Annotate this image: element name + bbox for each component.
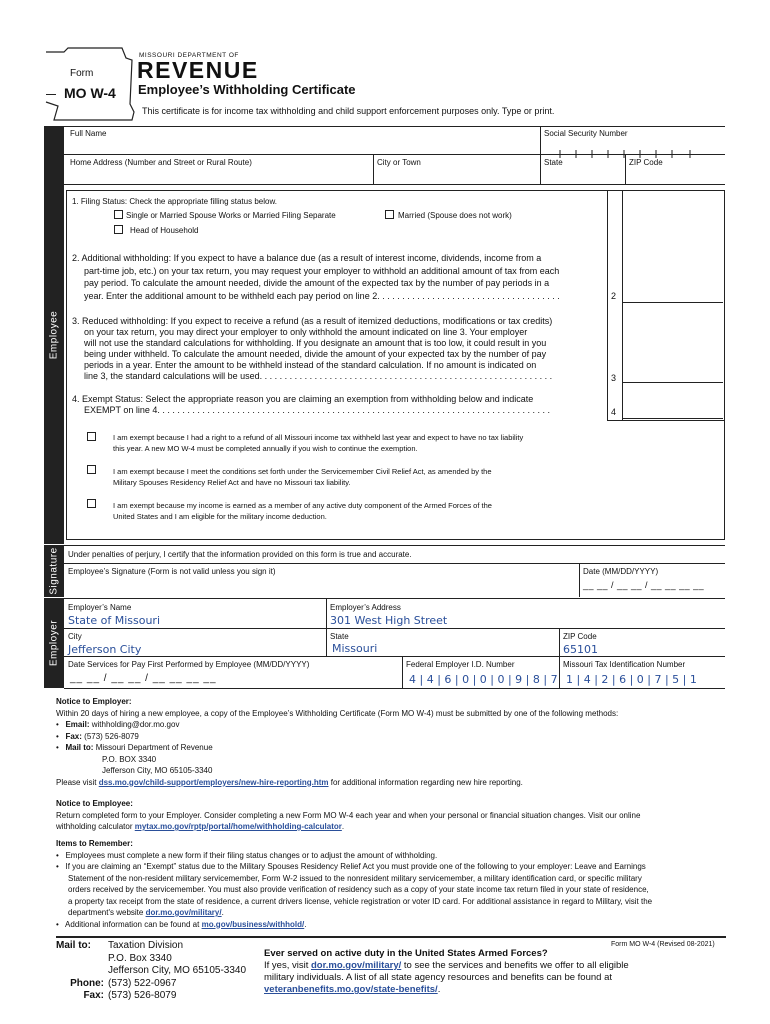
military-c-post: .	[437, 984, 441, 995]
signature-side-tab	[44, 545, 64, 597]
footer-phone-value: (573) 522-0967	[108, 977, 177, 989]
line3-row: will not use the standard calculations for withholding. If you designate an amount that is too low, it could result in you	[84, 338, 547, 348]
visit-pre: Please visit	[56, 777, 97, 787]
city-field[interactable]	[375, 168, 538, 182]
mail-label: Mail to:	[65, 743, 94, 752]
item-bullet: • If you are claiming an “Exempt” status due to the Military Spouses Residency Relief Act you must provide one of the following to your employer: Leave and Earnings	[56, 862, 646, 871]
exempt-row: I am exempt because I had a right to a refund of all Missouri income tax withheld last year and expect to have no tax liability	[113, 433, 524, 442]
filing-hoh-checkbox[interactable]	[114, 225, 123, 234]
employer-side-tab	[44, 598, 64, 688]
form-label: Form	[70, 68, 94, 79]
line3-row: being under withheld. To calculate the amount needed, divide the amount of your expected tax by the number of pay	[84, 349, 547, 359]
withhold-link[interactable]: mo.gov/business/withhold/	[201, 919, 305, 929]
signature-field[interactable]	[66, 578, 576, 594]
calculator-pre: withholding calculator	[56, 822, 133, 831]
item-bullet: • Employees must complete a new form if their filing status changes or to adjust the amount of withholding.	[56, 850, 438, 860]
items-heading: Items to Remember:	[56, 839, 133, 848]
page-subtitle: This certificate is for income tax withholding and child support enforcement purposes only. Type or print.	[142, 106, 555, 116]
date-services-label: Date Services for Pay First Performed by Employee (MM/DD/YYYY)	[68, 660, 310, 669]
line2-row: 2. Additional withholding: If you expect to have a balance due (as a result of interest income, dividends, income from a	[72, 253, 542, 263]
footer-mail-row	[56, 940, 246, 953]
employer-city-label: City	[68, 632, 82, 641]
line3-amount-field[interactable]	[623, 366, 723, 383]
divider	[540, 154, 541, 184]
agency-top: MISSOURI DEPARTMENT OF	[139, 52, 239, 59]
date-services-field[interactable]: __ __ / __ __ / __ __ __ __	[70, 673, 217, 684]
footer-mail-row: P.O. Box 3340	[108, 952, 172, 964]
exempt-row: this year. A new MO W-4 must be completed annually if you wish to continue the exemption.	[113, 444, 418, 453]
fax-value: (573) 526-8079	[84, 731, 139, 741]
exempt-scra-checkbox[interactable]	[87, 465, 96, 474]
employer-state-label: State	[330, 632, 349, 641]
item-cont: a property tax receipt from the state of residence, a current drivers license, vehicle registration or voter ID card. For additional assistance in regard to Military, visit the	[68, 896, 653, 906]
employer-name-label: Employer’s Name	[68, 603, 132, 612]
employee-side-label: Employee	[48, 310, 60, 360]
line3-number: 3	[611, 373, 617, 383]
footer-fax-value: (573) 526-8079	[108, 990, 177, 1001]
line1-title: 1. Filing Status: Check the appropriate filling status below.	[72, 197, 277, 206]
missouri-outline-icon	[44, 44, 136, 122]
divider	[559, 656, 560, 688]
military-a-post: to see the services and benefits we offer to all eligible	[403, 960, 629, 971]
divider	[607, 420, 725, 421]
item-text: If you are claiming an “Exempt” status due to the Military Spouses Residency Relief Act you must provide one of the following to your employer: Leave and Earnings	[65, 862, 646, 871]
city-label: City or Town	[377, 158, 421, 167]
visit-row	[56, 777, 726, 789]
fein-value[interactable]: 4 | 4 | 6 | 0 | 0 | 0 | 9 | 8 | 7	[409, 673, 558, 686]
divider	[64, 628, 725, 629]
military-post: .	[221, 908, 224, 917]
military-link[interactable]: dor.mo.gov/military/	[145, 908, 222, 917]
divider	[625, 154, 626, 184]
line3-row: line 3, the standard calculations will be used. . . . . . . . . . . . . . . . . . . . . . . . . . . . . . . . . . . . . . . . . . . . . . . . . . . . . . . . . . .	[84, 371, 553, 381]
zip-field[interactable]	[627, 168, 723, 182]
full-name-field[interactable]	[66, 139, 536, 153]
employer-zip-value[interactable]: 65101	[563, 643, 598, 656]
home-address-field[interactable]	[66, 168, 371, 182]
item-text: Employees must complete a new form if their filing status changes or to adjust the amount of withholding.	[65, 850, 438, 860]
footer-phone-label: Phone:	[70, 977, 104, 989]
perjury-statement: Under penalties of perjury, I certify that the information provided on this form is true and accurate.	[68, 550, 412, 559]
military-row	[264, 984, 724, 996]
footer-rule	[56, 936, 726, 938]
divider	[64, 563, 725, 564]
footer-military-link[interactable]: dor.mo.gov/military/	[310, 960, 402, 971]
footer-fax-row	[56, 990, 246, 1003]
withholding-calculator-link[interactable]: mytax.mo.gov/rptp/portal/home/withholding-calculator	[134, 822, 342, 831]
exempt-refund-checkbox[interactable]	[87, 432, 96, 441]
notice-employer	[56, 696, 726, 788]
military-row	[264, 960, 724, 972]
exempt-scra-text	[113, 466, 492, 488]
filing-married-label: Married (Spouse does not work)	[398, 211, 512, 220]
email-value: withholding@dor.mo.gov	[91, 720, 180, 729]
signature-label: Employee’s Signature (Form is not valid unless you sign it)	[68, 567, 276, 576]
veteran-benefits-link[interactable]: veteranbenefits.mo.gov/state-benefits/	[264, 984, 438, 995]
divider	[64, 545, 725, 546]
footer-mail	[56, 940, 246, 1003]
withhold-post: .	[304, 919, 307, 929]
line2-amount-field[interactable]	[623, 286, 723, 303]
exempt-row: Military Spouses Residency Relief Act and have no Missouri tax liability.	[113, 478, 351, 487]
ssn-ticks	[544, 148, 694, 158]
employer-side-label: Employer	[48, 619, 60, 667]
email-label: Email:	[65, 720, 90, 729]
military-heading: Ever served on active duty in the United States Armed Forces?	[264, 948, 548, 959]
state-field[interactable]	[542, 168, 623, 182]
zip-label: ZIP Code	[629, 158, 663, 167]
footer-mail-label: Mail to:	[56, 940, 91, 951]
calculator-post: .	[341, 822, 345, 831]
form-id-dash	[46, 94, 56, 95]
item-cont: orders received by the servicemember. You must also provide verification of residency such as a copy of your state income tax return filed in your state of residence,	[68, 885, 649, 894]
line2-number: 2	[611, 291, 617, 301]
calculator-row	[56, 821, 726, 833]
full-name-label: Full Name	[70, 129, 107, 138]
divider	[64, 688, 725, 689]
divider	[64, 656, 725, 657]
exempt-military-text	[113, 500, 492, 522]
employer-state-value[interactable]: Missouri	[332, 642, 378, 655]
form-id: MO W-4	[64, 85, 116, 101]
page-title: Employee’s Withholding Certificate	[138, 82, 356, 97]
mail-row-3: Jefferson City, MO 65105-3340	[102, 766, 213, 775]
exempt-refund-text	[113, 432, 523, 454]
item-cont	[56, 907, 726, 919]
signature-side-label: Signature	[48, 547, 60, 595]
filing-single-checkbox[interactable]	[114, 210, 123, 219]
item-text: Additional information can be found at	[65, 919, 200, 929]
line3-text	[72, 316, 608, 382]
line3-row: 3. Reduced withholding: If you expect to receive a refund (as a result of itemized deductions, modifications or tax credits)	[72, 316, 553, 326]
fax-label: Fax:	[65, 731, 82, 741]
divider	[64, 184, 725, 185]
line4-number: 4	[611, 407, 617, 417]
exempt-row: I am exempt because I meet the conditions set forth under the Servicemember Civil Relief Act, as amended by the	[113, 467, 492, 476]
footer-military	[264, 948, 724, 996]
line3-row: periods in a year. Enter the amount to be withheld instead of the standard calculation. If no amount is indicated on	[84, 360, 537, 370]
divider	[607, 190, 608, 420]
divider	[64, 598, 725, 599]
notice-employer-heading: Notice to Employer:	[56, 697, 132, 706]
footer-phone-row	[56, 978, 246, 991]
home-address-label: Home Address (Number and Street or Rural Route)	[70, 158, 252, 167]
employer-name-value[interactable]: State of Missouri	[68, 614, 161, 627]
line4-text	[72, 394, 608, 416]
employer-address-label: Employer’s Address	[330, 603, 401, 612]
fax-row: • Fax: (573) 526-8079	[56, 731, 139, 741]
email-row: • Email: withholding@dor.mo.gov	[56, 720, 180, 729]
exempt-military-checkbox[interactable]	[87, 499, 96, 508]
employer-city-value[interactable]: Jefferson City	[68, 643, 142, 656]
employer-zip-label: ZIP Code	[563, 632, 597, 641]
notice-employee-heading: Notice to Employee:	[56, 799, 133, 808]
agency-logo: REVENUE	[137, 57, 259, 83]
mo-tax-id-label: Missouri Tax Identification Number	[563, 660, 686, 669]
divider	[326, 598, 327, 628]
footer-mail-1: Taxation Division	[108, 940, 184, 951]
revision-label: Form MO W-4 (Revised 08-2021)	[611, 941, 715, 948]
line4-exempt-field[interactable]	[623, 402, 723, 419]
exempt-row: United States and I am eligible for the military income deduction.	[113, 512, 327, 521]
filing-single-label: Single or Married Spouse Works or Married Filing Separate	[126, 211, 336, 220]
divider	[559, 628, 560, 656]
divider	[622, 190, 623, 420]
signature-date-field[interactable]: __ __ / __ __ / __ __ __ __	[583, 580, 705, 590]
notice-employer-intro: Within 20 days of hiring a new employee, a copy of the Employee’s Withholding Certificate (Form MO W-4) must be submitted by one of the following methods:	[56, 708, 619, 718]
signature-date-label: Date (MM/DD/YYYY)	[583, 567, 659, 576]
divider	[326, 628, 327, 656]
divider	[579, 563, 580, 597]
footer-fax-label: Fax:	[83, 990, 104, 1001]
divider	[540, 126, 541, 154]
item-bullet: • Additional information can be found at mo.gov/business/withhold/.	[56, 919, 307, 929]
military-a-pre: If yes, visit	[264, 960, 309, 971]
ssn-label: Social Security Number	[544, 129, 628, 138]
line2-text	[72, 252, 608, 302]
mail-value: Missouri Department of Revenue	[95, 743, 213, 752]
footer-mail-row: Jefferson City, MO 65105-3340	[108, 965, 247, 976]
military-row: military individuals. A list of all state agency resources and benefits can be found at	[264, 972, 613, 983]
item-cont: Statement of the non-resident military servicemember, Form W-2 issued to the nonresident military servicemember, a military identification card, or specific military	[68, 873, 642, 883]
line4-row: EXEMPT on line 4. . . . . . . . . . . . . . . . . . . . . . . . . . . . . . . . . . . . . . . . . . . . . . . . . . . . . . . . . . . . . . . . . . . . . . . . . . . . . . .	[84, 405, 550, 415]
new-hire-link[interactable]: dss.mo.gov/child-support/employers/new-hire-reporting.htm	[98, 777, 329, 787]
employee-side-tab	[44, 126, 64, 544]
notice-employee-text: Return completed form to your Employer. Consider completing a new Form MO W-4 each year and when your personal or financial situation changes. Visit our online	[56, 810, 641, 820]
filing-hoh-label: Head of Household	[130, 226, 199, 235]
filing-married-checkbox[interactable]	[385, 210, 394, 219]
mo-tax-id-value[interactable]: 1 | 4 | 2 | 6 | 0 | 7 | 5 | 1	[566, 673, 697, 686]
line2-row: part-time job, etc.) on your tax return, you may request your employer to withhold an additional amount of tax from each	[84, 265, 560, 276]
line3-row: on your tax return, you may direct your employer to only withhold the amount indicated on line 3. Your employer	[84, 327, 528, 337]
divider	[402, 656, 403, 688]
employer-address-value[interactable]: 301 West High Street	[330, 614, 448, 627]
line2-row: pay period. To calculate the amount needed, divide the amount of the expected tax by the number of pay periods in a	[84, 278, 550, 288]
fein-label: Federal Employer I.D. Number	[406, 660, 515, 669]
mail-row-2: P.O. BOX 3340	[102, 754, 157, 764]
line2-row: year. Enter the additional amount to be withheld each pay period on line 2. . . . . . . . . . . . . . . . . . . . . . . . . . . . . . . . . . . . .	[84, 290, 560, 301]
divider	[64, 126, 725, 127]
items-to-remember	[56, 838, 726, 930]
line4-row: 4. Exempt Status: Select the appropriate reason you are claiming an exemption from withholding below and indicate	[72, 394, 534, 404]
visit-post: for additional information regarding new hire reporting.	[330, 777, 523, 787]
state-label: State	[544, 158, 563, 167]
notice-employee	[56, 798, 726, 833]
military-pre: department's website	[68, 908, 144, 917]
mail-row: • Mail to: Missouri Department of Revenue	[56, 743, 213, 752]
exempt-row: I am exempt because my income is earned as a member of any active duty component of the Armed Forces of the	[113, 501, 492, 510]
divider	[373, 154, 374, 184]
